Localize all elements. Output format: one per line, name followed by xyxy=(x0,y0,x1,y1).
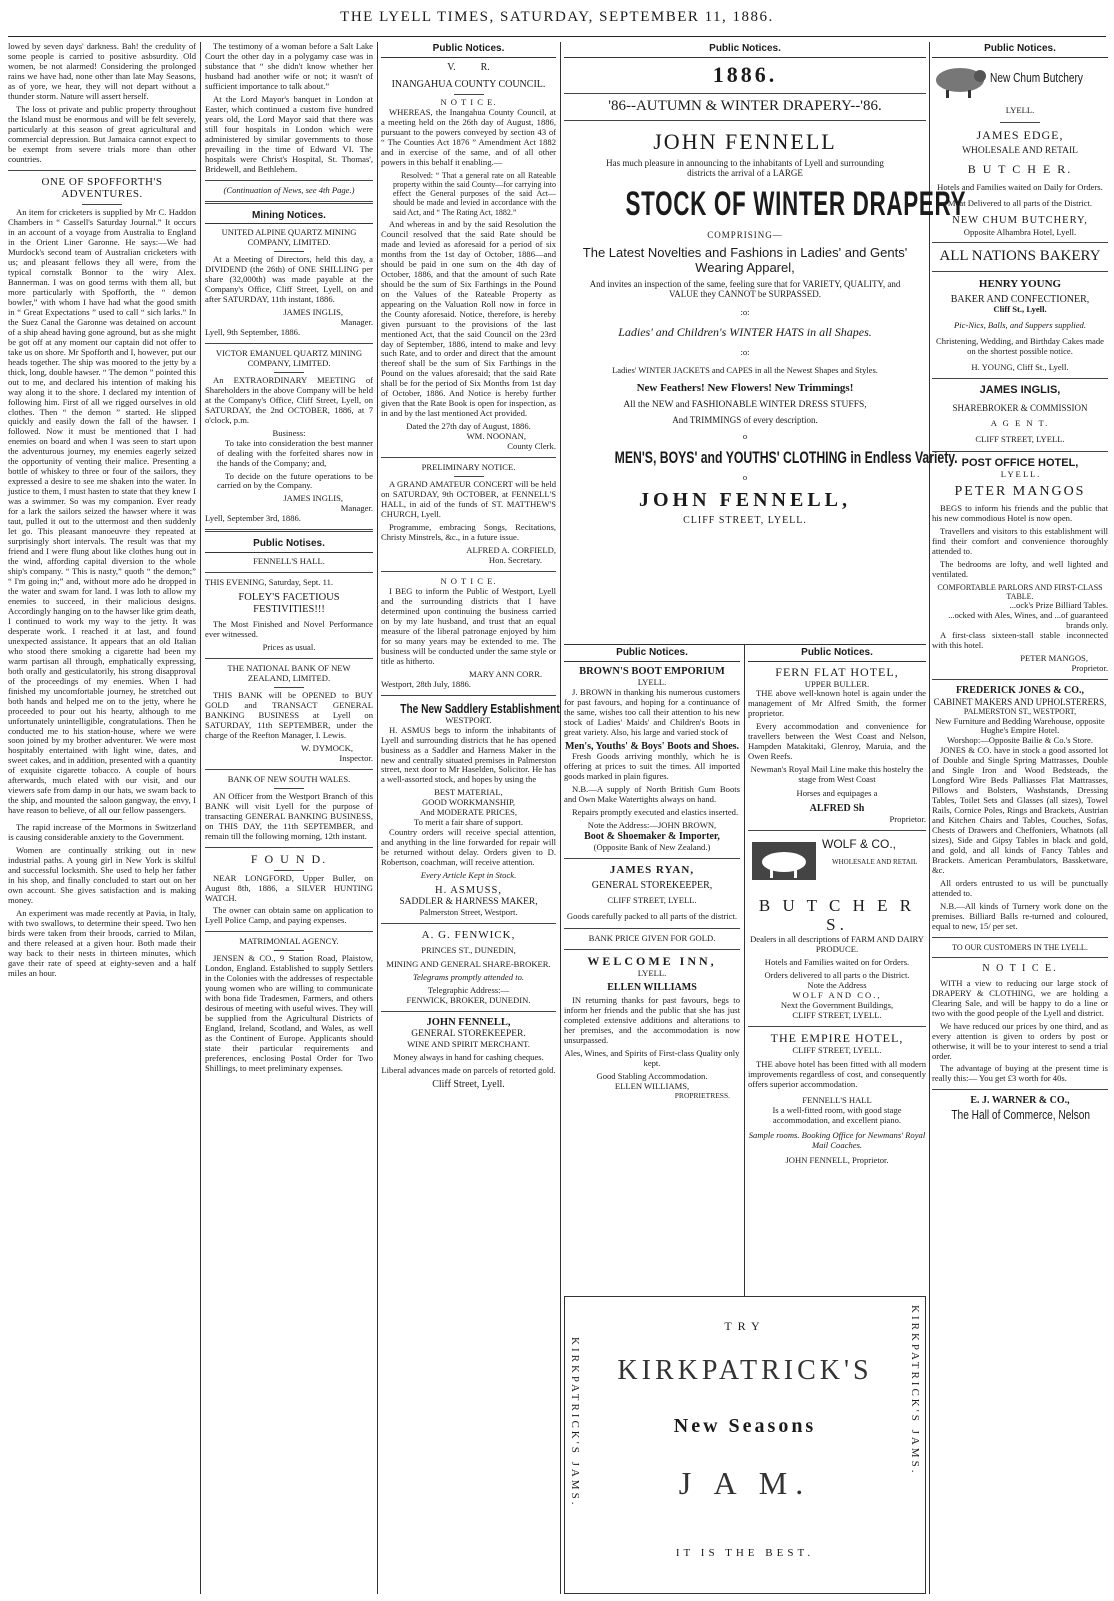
column-4-left xyxy=(564,646,740,1296)
divider xyxy=(82,204,122,205)
ad-year: 1886. xyxy=(712,61,778,87)
ad-text: (Opposite Bank of New Zealand.) xyxy=(593,841,711,852)
column-1 xyxy=(8,42,196,1594)
sheep-icon xyxy=(932,64,988,100)
signature-role: Manager. xyxy=(340,316,373,327)
column-rule xyxy=(744,644,745,1296)
notice-text: NEAR LONGFORD, Upper Buller, on August 8th, 1886, a SILVER HUNTING WATCH. xyxy=(205,872,373,903)
ad-text: Note the Address xyxy=(807,980,867,991)
divider xyxy=(381,923,556,924)
divider xyxy=(205,201,373,204)
ad-text: Ladies' WINTER JACKETS and CAPES in all the Newest Shapes and Styles. xyxy=(612,364,878,375)
ad-text: Every accommodation and convenience for travellers between the West Coast and Nelson, Hampden Matakitaki, Glenroy, Maruia, and the Owen Reefs. xyxy=(748,721,926,762)
ad-side-text: KIRKPATRICK'S JAMS. xyxy=(909,1305,921,1476)
ad-text: H. YOUNG, Cliff St., Lyell. xyxy=(971,362,1069,373)
ad-title: JAMES RYAN, xyxy=(609,863,695,876)
ad-text: ELLEN WILLIAMS, xyxy=(614,1080,690,1091)
section-header: Public Notises. xyxy=(205,537,373,553)
ad-place: PALMERSTON ST., WESTPORT, xyxy=(963,707,1077,717)
notice-date: Dated the 27th day of August, 1886. xyxy=(406,421,531,432)
divider xyxy=(274,950,304,951)
notice-text: GOOD WORKMANSHIP, xyxy=(422,797,515,808)
notice-text: H. ASMUS begs to inform the inhabitants of Lyell and surrounding districts that he has opened business as a Saddler and Harness Maker in the new and centrally situated premises in Palmerston street, next door to Mr Haselden, Solicitor. He has a well-assorted stock, and hopes by using the xyxy=(381,724,556,785)
section-header: Public Notices. xyxy=(932,42,1108,58)
ad-place: CLIFF STREET, LYELL. xyxy=(792,1009,882,1020)
column-4-right xyxy=(748,646,926,1296)
column-3 xyxy=(381,42,560,1594)
ad-text: WHOLESALE AND RETAIL xyxy=(832,857,918,866)
ad-text: ALFRED Sh xyxy=(809,803,865,815)
ad-text: And invites an inspection of the same, feeling sure that for VARIETY, QUALITY, and VALUE they CANNOT be SURPASSED. xyxy=(589,278,901,300)
ad-title: BROWN'S BOOT EMPORIUM xyxy=(579,665,725,677)
notice-text: FENWICK, BROKER, DUNEDIN. xyxy=(406,994,531,1005)
notice-title: MATRIMONIAL AGENCY. xyxy=(239,936,339,947)
royal-cipher: V. R. xyxy=(447,61,490,73)
ad-text: N.B.—A supply of North British Gum Boots and Own Make Watertights always on hand. xyxy=(564,784,740,805)
ad-name: JOHN FENNELL xyxy=(653,128,837,154)
notice-subheading: Business: xyxy=(272,427,306,438)
ad-title: B U T C H E R S. xyxy=(758,895,916,935)
notice-date: Westport, 28th July, 1886. xyxy=(381,678,471,689)
ad-text: Ladies' and Children's WINTER HATS in all Shapes. xyxy=(618,324,872,339)
ad-text: TRY xyxy=(724,1319,766,1333)
ad-headline: KIRKPATRICK'S xyxy=(617,1355,873,1386)
divider xyxy=(205,769,373,770)
ad-headline: New Seasons xyxy=(673,1415,817,1437)
ad-text: FENNELL'S HALL xyxy=(802,1094,872,1105)
ad-text: WITH a view to reducing our large stock of DRAPERY & CLOTHING, we are holding a Clearing Sale, and will be happy to do a line or two with the good people of the Lyell and district. xyxy=(932,977,1108,1018)
ad-title: HENRY YOUNG xyxy=(978,277,1062,290)
ad-place: LYELL. xyxy=(637,967,667,978)
section-header: Mining Notices. xyxy=(205,209,373,225)
ad-text: J. BROWN in thanking his numerous customers for past favours, and hoping for a continuance of the same, wishes too call their attention to his new stock of Ladies' Maids' and Children's Boots in great variety. Also, his large and varied stock of xyxy=(564,686,740,737)
notice-date: Lyell, 9th September, 1886. xyxy=(205,326,301,337)
notice-text: Telegraphic Address:— xyxy=(427,984,510,995)
newchum-header xyxy=(932,62,1108,106)
divider xyxy=(8,170,196,171)
ad-text: Has much pleasure in announcing to the inhabitants of Lyell and surrounding districts the arrival of a LARGE xyxy=(606,158,884,179)
ad-text: TO OUR CUSTOMERS IN THE LYELL. xyxy=(952,942,1088,952)
article-text: lowed by seven days' darkness. Bah! the credulity of some people is carried to positive asbsurdity. Old women, be not alarmed! Considering the prolonged rains we have had, none other than late May Seasons, as of yore, we hear, they will not depart without a thunder storm. Nature will assert herself. xyxy=(8,41,196,101)
masthead: THE LYELL TIMES, SATURDAY, SEPTEMBER 11, 1886. xyxy=(340,9,774,25)
ad-text: Newman's Royal Mail Line make this hostelry the stage from West Coast xyxy=(750,764,924,785)
divider xyxy=(564,949,740,950)
ad-title: B U T C H E R. xyxy=(967,162,1073,177)
ad-text: Sample rooms. Booking Office for Newmans' Royal Mail Coaches. xyxy=(748,1129,926,1150)
ad-place: Cliff St., Lyell. xyxy=(993,304,1047,315)
ad-text: Horses and equipages a xyxy=(796,788,878,799)
divider xyxy=(381,571,556,572)
divider xyxy=(381,457,556,458)
notice-title: VICTOR EMANUEL QUARTZ MINING COMPANY, LIMITED. xyxy=(215,347,363,368)
column-rule xyxy=(560,42,561,1594)
ad-text: BEGS to inform his friends and the public that his new commodious Hotel is now open. xyxy=(932,503,1108,524)
ad-text: All orders entrusted to us will be punctually attended to. xyxy=(932,878,1108,898)
divider xyxy=(564,858,740,859)
continuation-note: (Continuation of News, see 4th Page.) xyxy=(223,184,355,195)
ad-text: New Furniture and Bedding Warehouse, opposite Hughe's Empire Hotel. xyxy=(935,715,1105,736)
ad-title: WOLF & CO., xyxy=(822,836,897,851)
divider xyxy=(932,242,1108,243)
ad-place: CLIFF STREET, LYELL. xyxy=(975,434,1065,445)
signature: MARY ANN CORR. xyxy=(469,668,542,679)
ad-text: Hotels and Families waited on for Orders. xyxy=(764,957,910,968)
article-text: The loss ot private and public property throughout the Island must be enormous and will be felt severely, particularly at this season of great agricultural and commercial depression. But Jamaica cannot expect to be exempt from severe trials more than other countries. xyxy=(8,103,196,164)
divider xyxy=(932,271,1108,272)
signature: WM. NOONAN, xyxy=(466,431,526,442)
ad-title: FREDERICK JONES & CO., xyxy=(955,685,1085,697)
ad-title: POST OFFICE HOTEL, xyxy=(961,457,1079,470)
ad-text: WHOLESALE AND RETAIL xyxy=(962,146,1078,157)
notice-text: Resolved: “ That a general rate on all Rateable property within the said County—for carrying into effect the General purposes of the said Act—should be made and levied in accordance with the said Act, and “ The Rating Act, 1882.” xyxy=(393,170,556,217)
ad-title: PETER MANGOS xyxy=(954,483,1086,499)
notice-place: PRINCES ST., DUNEDIN, xyxy=(421,945,516,956)
ad-text: SHAREBROKER & COMMISSION xyxy=(952,402,1088,413)
divider xyxy=(932,957,1108,958)
ad-headline: STOCK OF WINTER DRAPERY xyxy=(625,184,967,223)
divider xyxy=(454,476,484,477)
divider xyxy=(932,679,1108,680)
section-header: Public Notices. xyxy=(564,646,740,662)
divider xyxy=(454,94,484,95)
notice-place: Cliff Street, Lyell. xyxy=(432,1078,505,1090)
ad-text: Repairs promptly executed and elastics inserted. xyxy=(572,807,739,818)
notice-text: GENERAL STOREKEEPER. xyxy=(411,1029,526,1040)
article-text: The testimony of a woman before a Salt Lake Court the other day in a polygamy case was in substance that “ she didn't know whether her husband had another wife or not; it wasn't of sufficient importance to talk about.” xyxy=(205,41,373,91)
divider xyxy=(748,1026,926,1027)
ad-text: PROPRIETRESS. xyxy=(674,1090,730,1100)
notice-text: A GRAND AMATEUR CONCERT will be held on SATURDAY, 9th OCTOBER, at FENNELL'S HALL, in aid of the funds of ST. MATTHEW'S CHURCH, Lyell. xyxy=(381,479,556,520)
ad-text: Fresh Goods arriving monthly, which he is offering at prices to suit the times. All imported goods marked in plain figures. xyxy=(564,751,740,782)
notice-title: The New Saddlery Establishment xyxy=(400,700,560,716)
notice-text: Telegrams promptly attended to. xyxy=(412,971,525,982)
ad-text: BAKER AND CONFECTIONER, xyxy=(950,293,1090,305)
ad-title: N O T I C E. xyxy=(982,963,1058,975)
notice-text: I BEG to inform the Public of Westport, Lyell and the surrounding districts that I have determined upon continuing the business carried on by my late husband, and trust that an equal measure of the liberal patronage enjoyed by him for so many years may be extended to me. The business will be conducted under the same style or title as hitherto. xyxy=(381,585,556,666)
ad-text: Ales, Wines, and Spirits of First-class Quality only kept. xyxy=(564,1048,740,1069)
ad-title: New Chum Butchery xyxy=(990,69,1083,85)
divider xyxy=(564,644,926,645)
ad-text: Proprietor. xyxy=(889,813,926,824)
notice-text: SADDLER & HARNESS MAKER, xyxy=(399,897,538,908)
notice-title: JOHN FENNELL, xyxy=(426,1016,511,1028)
notice-title: THE NATIONAL BANK OF NEW ZEALAND, LIMITED. xyxy=(227,663,351,684)
notice-text: At a Meeting of Directors, held this day, a DIVIDEND (the 26th) of ONE SHILLING per share (32,000th) was made payable at the Company's Office, Cliff Street, Lyell, on and after SATURDAY, 11th instant, 1886. xyxy=(205,254,373,304)
ad-text: Meat Delivered to all parts of the District. xyxy=(947,198,1093,209)
divider xyxy=(205,180,373,181)
notice-place: WESTPORT. xyxy=(445,714,492,725)
divider xyxy=(205,658,373,659)
divider xyxy=(274,687,304,688)
ad-text: THE above hotel has been fitted with all modern improvements regardless of cost, and consequently offers superior accommodation. xyxy=(748,1058,926,1089)
ad-text: Men's, Youths' & Boys' Boots and Shoes. xyxy=(564,740,740,752)
notice-place: Palmerston Street, Westport. xyxy=(419,907,518,918)
ad-season: '86--AUTUMN & WINTER DRAPERY--'86. xyxy=(564,93,926,120)
notice-text: WHEREAS, the Inangahua County Council, at a meeting held on the 26th day of August, 1886, pursuant to the powers conveyed by section 43 of “ The Counties Act 1876 ” Amendment Act 1882 and in exercise of the same, and of all other powers in this behalf it enabling.— xyxy=(381,106,556,167)
cattle-icon xyxy=(752,838,818,884)
divider xyxy=(205,529,373,532)
notice-title: N O T I C E. xyxy=(440,575,497,586)
column-rule xyxy=(377,42,378,1594)
ad-text: JOHN FENNELL, Proprietor. xyxy=(785,1154,889,1165)
article-text: An experiment was made recently at Pavia, in Italy, with two swallows, to determine their speed. Two hen birds were taken from their broods, carried to Milan, and there released at a given hour. Both made their way back to their nests in thirteen minutes, which gave their rate of speed at eighty-seven and a half miles an hour. xyxy=(8,907,196,978)
ad-text: IT IS THE BEST. xyxy=(675,1547,815,1559)
ad-headline: J A M. xyxy=(678,1465,812,1501)
notice-text: An EXTRAORDINARY MEETING of Shareholders in the above Company will be held at the Company's Office, Cliff Street, Lyell, on SATURDAY, the 2nd OCTOBER, 1886, at 7 o'clock, p.m. xyxy=(205,374,373,425)
divider xyxy=(205,572,373,573)
ad-title: JAMES EDGE, xyxy=(976,127,1064,142)
notice-text: To merit a fair share of support. xyxy=(414,817,523,828)
divider xyxy=(564,928,740,929)
ad-text: N.B.—All kinds of Turnery work done on the premises. Billiard Balls re-turned and coloured, equal to new, 15/ per set. xyxy=(932,900,1108,931)
divider xyxy=(274,788,304,789)
ad-place: LYELL. xyxy=(637,676,667,687)
ad-title: WELCOME INN, xyxy=(587,953,717,968)
ad-text: THE above well-known hotel is again under the management of Mr Alfred Smith, the former proprietor. xyxy=(748,688,926,719)
divider xyxy=(381,1011,556,1012)
notice-text: BEST MATERIAL, xyxy=(434,787,503,798)
ad-text: Dealers in all descriptions of FARM AND DAIRY PRODUCE. xyxy=(750,934,924,955)
signature-role: Inspector. xyxy=(339,752,373,763)
ad-text: PETER MANGOS, xyxy=(1020,653,1088,664)
divider xyxy=(82,819,122,820)
ad-text: Boot & Shoemaker & Importer, xyxy=(584,830,720,842)
divider xyxy=(205,343,373,344)
ad-text: The Latest Novelties and Fashions in Ladies' and Gents' Wearing Apparel, xyxy=(582,244,908,275)
ornament: :o: xyxy=(740,306,750,317)
article-text: An item for cricketers is supplied by Mr C. Haddon Chambers in “ Cassell's Saturday Journal.” It occurs in an account of a voyage from Australia to England in the Orient Liner Garonne. He says:—We had Murdock's second team of Australian cricketers with us; and pleasant fellows they all were, from the typical cornstalk Bonnor to the wiry Alex. Bannerman. I was on good terms with them all, but more particularly with Spofforth, the “ demon bowler,” with whom I have had what the good smith in “ Great Expectations ” used to call “ sich larks.” In the Suez Canal the Garonne was detained on account of a ship ahead having gone aground, but as she might be got off at any moment our captain did not offer to take us on shore. Mr Spofforth and I, however, put our heads together. The ship was moored to the jetty by a thick, long, double hawser. “ The demon ” pointed this out to me, and declared his intention of making his way along it to the shore. I declared my intention of following him. First of all we rigged ourselves in old clothes. Then “ the demon ” started. He slipped quickly and easily down the fall of the hawser. I followed. Now it must be mentioned that I had enemies on board and when I was seen to start upon the adventurous journey, my enemies eagerly seized the opportunity of venting their malice. Presenting a bottle of whiskey to three or four of the sailors, they expressed a desire to see me shaken into the water. In justice to them, I must hasten to state that they knew I was a swimmer. So was my companion. Ever ready for a lark the sailors seized the hawser where it was taut, pulled it out to the uttermost and then suddenly let go. This pleasant manoeuvre they repeated at surprisingly short intervals. The result was that my friend and I were flung about like clothes hung out in the wind, affording capital diversion to the whole ship's company. “ This is nasty,” quoth “ the demon;” “ I'm going in;” and, without more ado he dropped in the water and swam for land. I was loth to allow my enemies to succeed, in their malicious designs. Accordingly hanging on to the hawser like grim death, I continued to work my way to the jetty. It was desperate work. I reached it at last, and found unexpected assistance. It appears that an old Italian who stood there smoking a cigarette had been my warm partisan all through, emphatically expressing, both orally and gesticulatorily, his strong disapproval of the proceedings of my enemies. When I had finished my uncomfortable journey, he stretched out both hands and helped me on to the jetty, where he proceeded to pour out his hearty, although to me unfortunately unintelligible, congratulations. Then he conducted me to his station-house, where we were soon joined by my brother adventurer. We were most hospitably entertained with light wine, dates, and sweet cakes, and in addition, presented with a quantity of exquisite cigarette tobacco. A couple of hours afterwards, much elated with our visit, and our viewers safe from damp in our hats, we swam back to the ship, and mounted the saloon gangway, the envy, I have reason to believe, of all our fellow passengers. xyxy=(8,207,196,816)
notice-title: F O U N D. xyxy=(250,851,328,866)
ad-text: A G E N T. xyxy=(990,418,1050,429)
section-header: Public Notices. xyxy=(381,42,556,58)
ad-text: ...ock's Prize Billiard Tables. xyxy=(1009,600,1108,611)
notice-title: INANGAHUA COUNTY COUNCIL. xyxy=(391,79,546,91)
ad-text: Hotels and Families waited on Daily for Orders. xyxy=(937,182,1103,193)
divider xyxy=(932,451,1108,452)
ad-title: ALL NATIONS BAKERY xyxy=(939,248,1101,265)
divider xyxy=(932,378,1108,379)
ad-title: E. J. WARNER & CO., xyxy=(970,1095,1070,1107)
notice-title: UNITED ALPINE QUARTZ MINING COMPANY, LIMITED. xyxy=(221,227,357,248)
ad-text: ELLEN WILLIAMS xyxy=(607,981,697,993)
notice-date: Lyell, September 3rd, 1886. xyxy=(205,513,301,524)
notice-title: PRELIMINARY NOTICE. xyxy=(421,462,516,473)
ad-text: Worshop:—Opposite Bailie & Co.'s Store. xyxy=(947,735,1093,746)
column-5 xyxy=(932,42,1108,1594)
ad-text: All the NEW and FASHIONABLE WINTER DRESS STUFFS, xyxy=(623,400,867,411)
ad-text: New Feathers! New Flowers! New Trimmings! xyxy=(636,381,854,394)
column-2 xyxy=(205,42,373,1594)
ad-place: UPPER BULLER. xyxy=(804,678,870,689)
ad-text: JONES & CO. have in stock a good assorted lot of Double and Single Spring Mattrasses, Double and Single Iron and Wood Bedsteads, the Longford Wire Beds Palliasses Flat Mattrasses, Pillows and Bolsters, Washstands, Dressing Tables, Toilet Sets and Glasses (all sizes), Towel Rails, Cornice Poles, Rings and Brackets, Austrian and Kitchen Chairs and Tables, Couches, Sofas, Chests of Drawers and Cheffoniers, Whatnots (all sizes), Side and Gipsy Tables in black and gold, and gold, and all kinds of Fancy Tables and Brackets. American Perambulators, Bassketware, &c. xyxy=(932,745,1108,876)
notice-text: Liberal advances made on parcels of retorted gold. xyxy=(381,1065,556,1075)
notice-text: To decide on the future operations to be carried on by the Company. xyxy=(217,470,373,491)
notice-title: A. G. FENWICK, xyxy=(421,929,516,942)
notice-text: JENSEN & CO., 9 Station Road, Plaistow, London, England. Established to supply Settlers in the Colonies with the addresses of respectable young women who are willing to communicate with bona fide Tradesmen, Farmers, and others desirous of meeting with useful wives. They will be supplied from the Agricultural Districts of England, Ireland, Scotland, and Wales, as well as the Continent of Europe. Applicants should state their particular requirements and preferences, enclosing Postal Order for Two Shillings, to meet preliminary expenses. xyxy=(205,953,373,1074)
ad-text: Note the Address:—JOHN BROWN, xyxy=(587,819,717,830)
divider xyxy=(205,931,373,932)
signature-role: County Clerk. xyxy=(507,441,556,452)
notice-text: WINE AND SPIRIT MERCHANT. xyxy=(407,1039,530,1050)
ad-text: We have reduced our prices by one third, and as every attention is given to orders by post or otherwise, it will be to your interest to send a trial order. xyxy=(932,1020,1108,1061)
ad-headline: MEN'S, BOYS' and YOUTHS' CLOTHING in Endless Variety. xyxy=(614,447,958,467)
ad-text: COMFORTABLE PARLORS AND FIRST-CLASS TABLE. xyxy=(937,582,1103,602)
ornament: :o: xyxy=(740,346,750,357)
divider xyxy=(205,847,373,848)
divider xyxy=(274,870,304,871)
ad-title: FERN FLAT HOTEL, xyxy=(775,664,899,679)
ad-name: JOHN FENNELL, xyxy=(638,489,852,512)
ad-text: WOLF AND CO., xyxy=(792,990,882,1000)
ornament: o xyxy=(742,430,748,441)
ad-title: JAMES INGLIS, xyxy=(979,384,1061,397)
notice-text: AN Officer from the Westport Branch of this BANK will visit Lyell for the purpose of transacting GENERAL BANKING BUSINESS, on THIS DAY, the 11th SEPTEMBER, and remain till the following morning, 12th instant. xyxy=(205,790,373,841)
ad-text: Orders delivered to all parts o the District. xyxy=(764,970,910,981)
ad-text: Next the Government Buildings, xyxy=(780,999,894,1010)
ad-text: A first-class sixteen-stall stable inconnected with this hotel. xyxy=(932,630,1108,651)
ad-text: Opposite Alhambra Hotel, Lyell. xyxy=(963,226,1077,237)
ad-text: Good Stabling Accommodation. xyxy=(596,1071,708,1082)
notice-text: Every Article Kept in Stock. xyxy=(420,870,517,881)
divider xyxy=(274,372,304,373)
notice-title: N O T I C E. xyxy=(440,96,497,107)
notice-text: Programme, embracing Songs, Recitations, Christy Minstrels, &c., in a future issue. xyxy=(381,522,556,542)
ad-side-text: KIRKPATRICK'S JAMS. xyxy=(569,1337,581,1508)
notice-title: FENNELL'S HALL. xyxy=(253,555,325,566)
notice-text: MINING AND GENERAL SHARE-BROKER. xyxy=(386,959,551,969)
masthead-rule xyxy=(8,36,1106,37)
divider xyxy=(932,1089,1108,1090)
ad-text: COMPRISING— xyxy=(707,230,783,241)
ad-title: THE EMPIRE HOTEL, xyxy=(770,1030,904,1045)
wolf-header xyxy=(748,836,926,896)
divider xyxy=(274,251,304,252)
kirkpatrick-ad xyxy=(564,1296,926,1594)
notice-text: The owner can obtain same on application to Lyell Police Camp, and paying expenses. xyxy=(205,905,373,926)
notice-text: The Most Finished and Novel Performance ever witnessed. xyxy=(205,619,373,640)
divider xyxy=(1000,122,1040,123)
ad-place: L Y E L L . xyxy=(1000,468,1040,479)
signature: W. DYMOCK, xyxy=(301,742,353,753)
ad-place: CLIFF STREET, LYELL. xyxy=(607,894,697,905)
signature: JAMES INGLIS, xyxy=(283,493,343,504)
ad-text: CABINET MAKERS AND UPHOLSTERERS, xyxy=(933,696,1107,707)
divider xyxy=(381,695,556,696)
signature: ALFRED A. CORFIELD, xyxy=(466,544,556,555)
notice-text: And whereas in and by the said Resolution the Council resolved that the said Rate should be made and levied as aforesaid for a period of six months from the 1st day of October, 1886—and should be paid in one sum on the 4th day of October, 1886, and that the amount of such Rate should be the sum of Six Farthings in the Pound on the Values of the Rateable Property as appearing on the Valuation Roll now in force in the County aforesaid. Notice, therefore, is hereby given pursuant to the provisions of the last mentioned Act, that the said Council on the 23rd day of September, 1886, intend to make and levy such Rate, and to order and direct that the amount thereof shall be the sum of Six Farthings in the Pound on the values aforesaid; that the said Rate shall be for the period of Six Months from 1st day of October, 1886. And Notice is hereby further given that the Rate Book is open for inspection, as in and by the last mentioned Act provided. xyxy=(381,218,556,419)
notice-text: To take into consideration the best manner of dealing with the forfeited shares now in the hands of the Company; and, xyxy=(217,437,373,468)
ad-text: Proprietor. xyxy=(1071,663,1108,674)
ad-text: Travellers and visitors to this establishment will find their comfort and convenience thoroughly attended to. xyxy=(932,526,1108,556)
column-rule xyxy=(200,42,201,1594)
signature: JAMES INGLIS, xyxy=(283,306,343,317)
ad-text: CLIFF STREET, LYELL. xyxy=(683,514,807,526)
section-header: Public Notices. xyxy=(748,646,926,662)
ad-text: Goods carefully packed to all parts of the district. xyxy=(566,910,738,921)
notice-text: Country orders will receive special attention, and anything in the line forwarded for repair will be returned without delay. Orders given to D. Robertson, coachman, will receive attention. xyxy=(381,827,556,868)
notice-text: Money always in hand for cashing cheques. xyxy=(393,1052,544,1063)
notice-text: THIS BANK will be OPENED to BUY GOLD and TRANSACT GENERAL BANKING BUSINESS at Lyell on SATURDAY, 11th SEPTEMBER, under the charge of the Reefton Manager, I. Lewis. xyxy=(205,690,373,740)
notice-title: H. ASMUSS, xyxy=(435,885,502,897)
ad-text: BANK PRICE GIVEN FOR GOLD. xyxy=(588,932,716,943)
article-heading: ONE OF SPOFFORTH'S ADVENTURES. xyxy=(41,175,163,201)
ad-text: The bedrooms are lofty, and well lighted and ventilated. xyxy=(932,558,1108,579)
notice-text: And MODERATE PRICES, xyxy=(419,807,518,818)
notice-text: THIS EVENING, Saturday, Sept. 11. xyxy=(205,576,334,587)
ad-place: CLIFF STREET, LYELL. xyxy=(792,1044,882,1055)
notice-title: FOLEY'S FACETIOUS FESTIVITIES!!! xyxy=(238,591,340,616)
article-text: At the Lord Mayor's banquet in London at Easter, which continued a custom five hundred years old, the Lord Mayor said that there was still four hospitals in London which were administered by similar governments to those prevailing in the time of Edward VI. The hospitals were Christ's Hospital, St. Thomas', Bridewell, and Bethlehem. xyxy=(205,93,373,174)
notice-title: BANK OF NEW SOUTH WALES. xyxy=(227,773,351,784)
signature-role: Hon. Secretary. xyxy=(488,554,542,565)
ornament: o xyxy=(742,472,748,483)
ad-title: NEW CHUM BUTCHERY, xyxy=(952,215,1088,227)
ad-text: GENERAL STOREKEEPER, xyxy=(591,880,713,892)
ad-text: ...ocked with Ales, Wines, and ...of guaranteed brands only. xyxy=(948,610,1108,631)
column-rule xyxy=(929,42,930,1594)
ad-text: The advantage of buying at the present time is really this:— You get £3 worth for 40s. xyxy=(932,1063,1108,1084)
ad-text: Christening, Wedding, and Birthday Cakes made on the shortest possible notice. xyxy=(936,336,1104,357)
article-text: The rapid increase of the Mormons in Switzerland is causing considerable anxiety to the Government. xyxy=(8,822,196,843)
signature-role: Manager. xyxy=(340,503,373,514)
section-header: Public Notices. xyxy=(564,42,926,58)
ad-title: The Hall of Commerce, Nelson xyxy=(951,1107,1090,1122)
ad-text: And TRIMMINGS of every description. xyxy=(672,415,818,426)
ad-text: Is a well-fitted room, with good stage accommodation, and excellent piano. xyxy=(772,1104,902,1125)
article-text: Women are continually striking out in new industrial paths. A young girl in New York is skilful and successful locksmith. She used to help her father in his shop, and finally concluded to start out on her own account. She gives satisfaction and is making money. xyxy=(8,845,196,905)
divider xyxy=(748,830,926,831)
ad-text: Pic-Nics, Balls, and Suppers supplied. xyxy=(954,320,1086,331)
ad-text: IN returning thanks for past favours, begs to inform her friends and the public that she has just completed extensive additions and alterations to her premises, and the accommodation is now unsurpassed. xyxy=(564,995,740,1046)
divider xyxy=(932,937,1108,938)
notice-text: Prices as usual. xyxy=(262,642,316,653)
ad-place: LYELL. xyxy=(1005,104,1035,115)
